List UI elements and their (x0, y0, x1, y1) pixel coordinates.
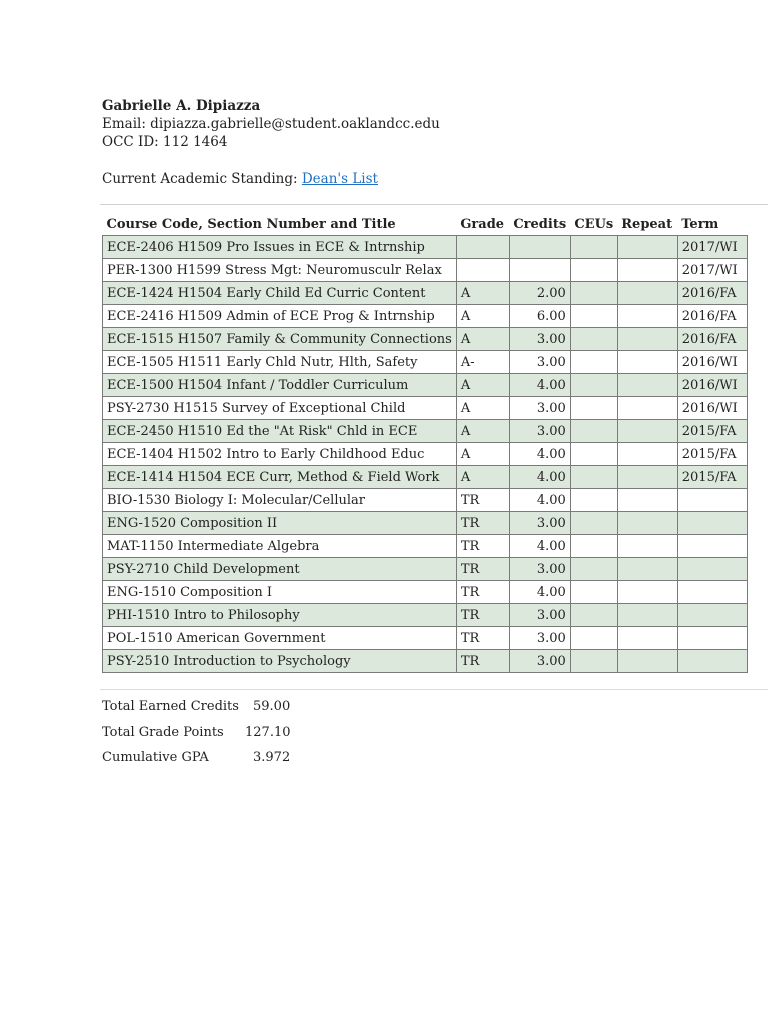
term-cell: 2016/WI (677, 374, 747, 397)
grade-cell: TR (456, 604, 509, 627)
table-row (103, 236, 748, 259)
ceus-cell (570, 627, 617, 650)
repeat-cell (617, 397, 677, 420)
grade-cell: TR (456, 512, 509, 535)
ceus-cell (570, 282, 617, 305)
standing-link[interactable]: Dean's List (301, 171, 378, 187)
table-row (103, 489, 748, 512)
repeat-cell (617, 236, 677, 259)
grade-cell: TR (456, 535, 509, 558)
course-cell: MAT-1150 Intermediate Algebra (103, 535, 457, 558)
course-cell: BIO-1530 Biology I: Molecular/Cellular (103, 489, 457, 512)
repeat-cell (617, 604, 677, 627)
academic-standing (102, 170, 378, 188)
repeat-cell (617, 466, 677, 489)
table-row (103, 558, 748, 581)
term-cell: 2016/FA (677, 305, 747, 328)
term-cell (677, 535, 747, 558)
table-row (103, 466, 748, 489)
course-cell: ECE-1515 H1507 Family & Community Connections (103, 328, 457, 351)
table-row (103, 374, 748, 397)
student-email: Email: dipiazza.gabrielle@student.oaklandcc.edu (102, 116, 440, 132)
repeat-cell (617, 443, 677, 466)
header-repeat: Repeat (621, 216, 673, 232)
repeat-cell (617, 650, 677, 673)
credits-cell: 3.00 (509, 351, 570, 374)
term-cell (677, 627, 747, 650)
course-cell: ECE-1404 H1502 Intro to Early Childhood Educ (103, 443, 457, 466)
course-cell: ECE-2406 H1509 Pro Issues in ECE & Intrnship (103, 236, 457, 259)
table-row (103, 282, 748, 305)
ceus-cell (570, 581, 617, 604)
table-row (103, 627, 748, 650)
table-row (103, 443, 748, 466)
credits-cell: 4.00 (509, 535, 570, 558)
credits-cell: 3.00 (509, 604, 570, 627)
term-cell: 2017/WI (677, 236, 747, 259)
course-cell: ECE-1414 H1504 ECE Curr, Method & Field Work (103, 466, 457, 489)
header-credits: Credits (513, 216, 567, 232)
repeat-cell (617, 558, 677, 581)
credits-cell: 3.00 (509, 627, 570, 650)
total-credits-value: 59.00 (253, 699, 291, 714)
student-info (102, 97, 440, 151)
table-row (103, 259, 748, 282)
course-cell: PER-1300 H1599 Stress Mgt: Neuromusculr Relax (103, 259, 457, 282)
term-cell (677, 581, 747, 604)
ceus-cell (570, 558, 617, 581)
term-cell: 2016/FA (677, 328, 747, 351)
credits-cell: 3.00 (509, 420, 570, 443)
credits-cell (509, 259, 570, 282)
ceus-cell (570, 351, 617, 374)
term-cell: 2015/FA (677, 466, 747, 489)
grade-cell: TR (456, 558, 509, 581)
credits-cell: 3.00 (509, 328, 570, 351)
ceus-cell (570, 259, 617, 282)
table-row (103, 512, 748, 535)
ceus-cell (570, 512, 617, 535)
term-cell: 2015/FA (677, 420, 747, 443)
course-cell: ENG-1520 Composition II (103, 512, 457, 535)
ceus-cell (570, 305, 617, 328)
term-cell: 2015/FA (677, 443, 747, 466)
grade-cell: A (456, 328, 509, 351)
repeat-cell (617, 581, 677, 604)
credits-cell (509, 236, 570, 259)
term-cell (677, 604, 747, 627)
standing-label: Current Academic Standing: (102, 171, 298, 187)
grade-cell: A (456, 282, 509, 305)
credits-cell: 3.00 (509, 397, 570, 420)
course-cell: ENG-1510 Composition I (103, 581, 457, 604)
grade-cell: A (456, 397, 509, 420)
grade-cell (456, 236, 509, 259)
header-grade: Grade (460, 216, 505, 232)
table-row (103, 397, 748, 420)
repeat-cell (617, 535, 677, 558)
credits-cell: 6.00 (509, 305, 570, 328)
gpa-label: Cumulative GPA (102, 750, 209, 765)
divider (100, 204, 768, 205)
course-cell: ECE-2450 H1510 Ed the "At Risk" Chld in ECE (103, 420, 457, 443)
table-row (103, 650, 748, 673)
ceus-cell (570, 466, 617, 489)
repeat-cell (617, 627, 677, 650)
grade-cell: A (456, 443, 509, 466)
ceus-cell (570, 535, 617, 558)
credits-cell: 4.00 (509, 443, 570, 466)
ceus-cell (570, 397, 617, 420)
totals-section (102, 698, 291, 775)
term-cell (677, 489, 747, 512)
table-row (103, 535, 748, 558)
student-id: OCC ID: 112 1464 (102, 134, 228, 150)
term-cell (677, 650, 747, 673)
repeat-cell (617, 374, 677, 397)
course-cell: PSY-2710 Child Development (103, 558, 457, 581)
term-cell (677, 558, 747, 581)
ceus-cell (570, 420, 617, 443)
course-cell: ECE-1500 H1504 Infant / Toddler Curriculum (103, 374, 457, 397)
student-name: Gabrielle A. Dipiazza (102, 98, 261, 114)
ceus-cell (570, 604, 617, 627)
credits-cell: 4.00 (509, 489, 570, 512)
total-points-value: 127.10 (245, 724, 291, 740)
credits-cell: 4.00 (509, 466, 570, 489)
ceus-cell (570, 443, 617, 466)
course-cell: PHI-1510 Intro to Philosophy (103, 604, 457, 627)
credits-cell: 3.00 (509, 650, 570, 673)
header-term: Term (681, 216, 719, 232)
ceus-cell (570, 374, 617, 397)
term-cell: 2016/FA (677, 282, 747, 305)
total-credits-row (102, 698, 291, 724)
term-cell: 2017/WI (677, 259, 747, 282)
header-ceus: CEUs (574, 216, 614, 232)
repeat-cell (617, 512, 677, 535)
table-row (103, 328, 748, 351)
course-cell: ECE-1424 H1504 Early Child Ed Curric Content (103, 282, 457, 305)
grade-cell: A- (456, 351, 509, 374)
grade-cell: A (456, 466, 509, 489)
credits-cell: 4.00 (509, 581, 570, 604)
gpa-value: 3.972 (253, 750, 291, 765)
term-cell: 2016/WI (677, 397, 747, 420)
ceus-cell (570, 328, 617, 351)
repeat-cell (617, 282, 677, 305)
table-row (103, 420, 748, 443)
repeat-cell (617, 420, 677, 443)
grade-cell: TR (456, 489, 509, 512)
table-row (103, 604, 748, 627)
credits-cell: 4.00 (509, 374, 570, 397)
credits-cell: 3.00 (509, 558, 570, 581)
repeat-cell (617, 351, 677, 374)
table-row (103, 305, 748, 328)
term-cell (677, 512, 747, 535)
credits-cell: 2.00 (509, 282, 570, 305)
repeat-cell (617, 305, 677, 328)
course-rows (103, 236, 748, 673)
ceus-cell (570, 236, 617, 259)
credits-cell: 3.00 (509, 512, 570, 535)
course-cell: POL-1510 American Government (103, 627, 457, 650)
course-cell: ECE-2416 H1509 Admin of ECE Prog & Intrnship (103, 305, 457, 328)
repeat-cell (617, 489, 677, 512)
grade-cell: A (456, 420, 509, 443)
gpa-row (102, 749, 291, 775)
grade-cell: TR (456, 627, 509, 650)
repeat-cell (617, 328, 677, 351)
term-cell: 2016/WI (677, 351, 747, 374)
total-points-row (102, 724, 291, 750)
grade-cell: A (456, 374, 509, 397)
course-cell: PSY-2730 H1515 Survey of Exceptional Child (103, 397, 457, 420)
ceus-cell (570, 650, 617, 673)
grade-cell: TR (456, 650, 509, 673)
grade-cell: TR (456, 581, 509, 604)
course-table (102, 213, 748, 673)
total-points-label: Total Grade Points (102, 724, 224, 740)
header-course: Course Code, Section Number and Title (106, 216, 396, 232)
grade-cell (456, 259, 509, 282)
grade-cell: A (456, 305, 509, 328)
table-row (103, 351, 748, 374)
course-cell: ECE-1505 H1511 Early Chld Nutr, Hlth, Safety (103, 351, 457, 374)
table-header-row (103, 213, 748, 236)
total-credits-label: Total Earned Credits (102, 699, 239, 714)
table-row (103, 581, 748, 604)
divider (100, 689, 768, 690)
course-cell: PSY-2510 Introduction to Psychology (103, 650, 457, 673)
repeat-cell (617, 259, 677, 282)
ceus-cell (570, 489, 617, 512)
